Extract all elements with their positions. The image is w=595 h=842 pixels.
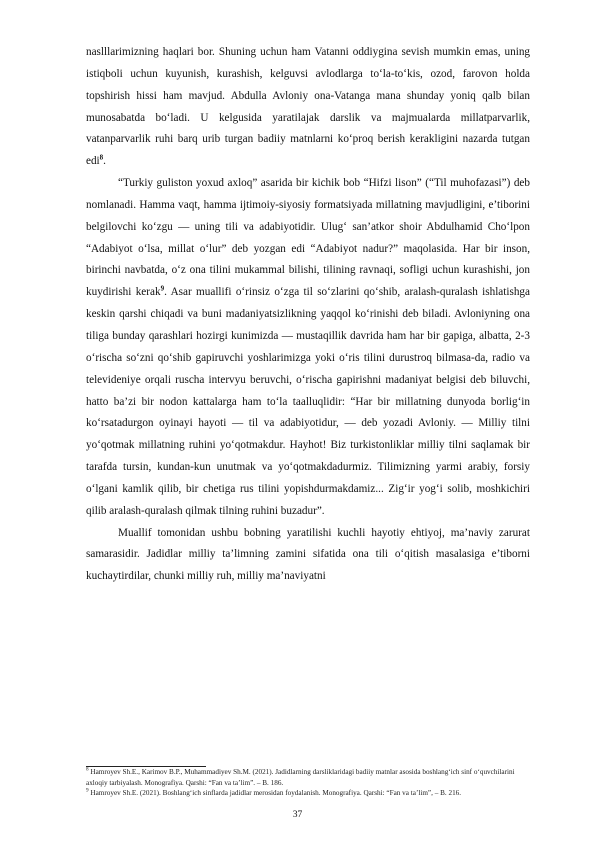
footnote-9 bbox=[86, 788, 530, 799]
paragraph-2 bbox=[86, 173, 530, 523]
paragraph-1-end: . bbox=[103, 155, 106, 168]
paragraph-3 bbox=[86, 523, 530, 589]
paragraph-3-text: Muallif tomonidan ushbu bobning yaratilishi kuchli hayotiy ehtiyoj, ma’naviy zarurat samarasidir. Jadidlar milliy ta’limning zamini sifatida ona tili o‘qitish masalasiga e’tiborni kuchaytirdilar, chunki milliy ruh, milliy ma’naviyatni bbox=[86, 526, 530, 583]
footnote-9-number: 9 bbox=[86, 787, 89, 794]
paragraph-2-text-a: “Turkiy guliston yoxud axloq” asarida bir kichik bob “Hifzi lison” (“Til muhofazasi”) deb nomlanadi. Hamma vaqt, hamma ijtimoiy-siyosiy formatsiyada millatning mavjudligini, e’tiborini belgilovchi ko‘zgu — uning tili va adabiyotidir. Ulug‘ san’atkor shoir Abdulhamid Cho‘lpon “Adabiyot o‘lsa, millat o‘lur” deb yozgan edi “Adabiyot nadur?” maqolasida. Har bir inson, birinchi navbatda, o‘z ona tilini mukammal bilishi, tilining ravnaqi, sofligi uchun kurashishi, jon kuydirishi kerak bbox=[86, 177, 530, 299]
footnote-8-number: 8 bbox=[86, 766, 89, 773]
footnote-ref-9[interactable]: 9 bbox=[160, 284, 165, 293]
footnote-8 bbox=[86, 767, 530, 788]
page-number: 37 bbox=[292, 809, 303, 820]
main-text bbox=[86, 42, 530, 588]
footnote-ref-8[interactable]: 8 bbox=[99, 153, 104, 162]
paragraph-2-text-b: . Asar muallifi o‘rinsiz o‘zga til so‘zlarini qo‘shib, aralash-quralash ishlatishga keskin qarshi chiqadi va buni madaniyatsizlikning yaqqol ko‘rinishi deb biladi. Avloniyning ona tiliga bunday qarashlari hozirgi kunimizda — mustaqillik davrida ham har bir gapiga, albatta, 2-3 o‘rischa so‘zni qo‘shib gapiruvchi yoshlarimizga yoki o‘ris tilini durustroq bilmasa-da, radio va televideniye orqali ruscha intervyu beruvchi, o‘rischa gapirishni madaniyat belgisi deb biluvchi, hatto ba’zi bir nodon kattalarga ham to‘la taalluqlidir: “Har bir millatning dunyoda borlig‘in ko‘rsatadurgon oyinayi hayoti — til va adabiyotidur, — deb yozadi Avloniy. — Milliy tilni yo‘qotmak millatning ruhini yo‘qotmakdur. Hayhot! Biz turkistonliklar milliy tilni saqlamak bir tarafda tursin, kundan-kun unutmak va yo‘qotmakdadurmiz. Tilimizning yarmi arabiy, forsiy o‘lgani kamlik qilib, bir chetiga rus tilini yopishdurmakdamiz... Zig‘ir yog‘i solib, moshkichiri qilib aralash-quralash qilmak tilning ruhini buzadur”. bbox=[86, 286, 530, 517]
footnote-9-text: Hamroyev Sh.E. (2021). Boshlang‘ich sinflarda jadidlar merosidan foydalanish. Monografiya. Qarshi: “Fan va ta’lim”, – B. 216. bbox=[90, 789, 462, 798]
footnote-8-text: Hamroyev Sh.E., Karimov B.P., Muhammadiyev Sh.M. (2021). Jadidlarning darsliklaridagi badiiy matnlar asosida boshlang‘ich sinf o‘quvchilarini axloqiy tarbiyalash. Monografiya. Qarshi: “Fan va ta’lim”. – B. 186. bbox=[86, 768, 515, 787]
footnotes bbox=[86, 767, 530, 799]
paragraph-1 bbox=[86, 42, 530, 173]
paragraph-1-text: naslllarimizning haqlari bor. Shuning uchun ham Vatanni oddiygina sevish mumkin emas, uning istiqboli uchun kuyunish, kurashish, kelguvsi avlodlarga to‘la-to‘kis, ozod, farovon holda topshirish hissi ham mavjud. Abdulla Avloniy ona-Vatanga mana shunday yoniq qalb bilan munosabatda bo‘ladi. U kelgusida yaratilajak darslik va majmualarda millatparvarlik, vatanparvarlik ruhi barq urib turgan badiiy matnlarni ko‘proq berish kerakligini nazarda tutgan edi bbox=[86, 46, 530, 168]
